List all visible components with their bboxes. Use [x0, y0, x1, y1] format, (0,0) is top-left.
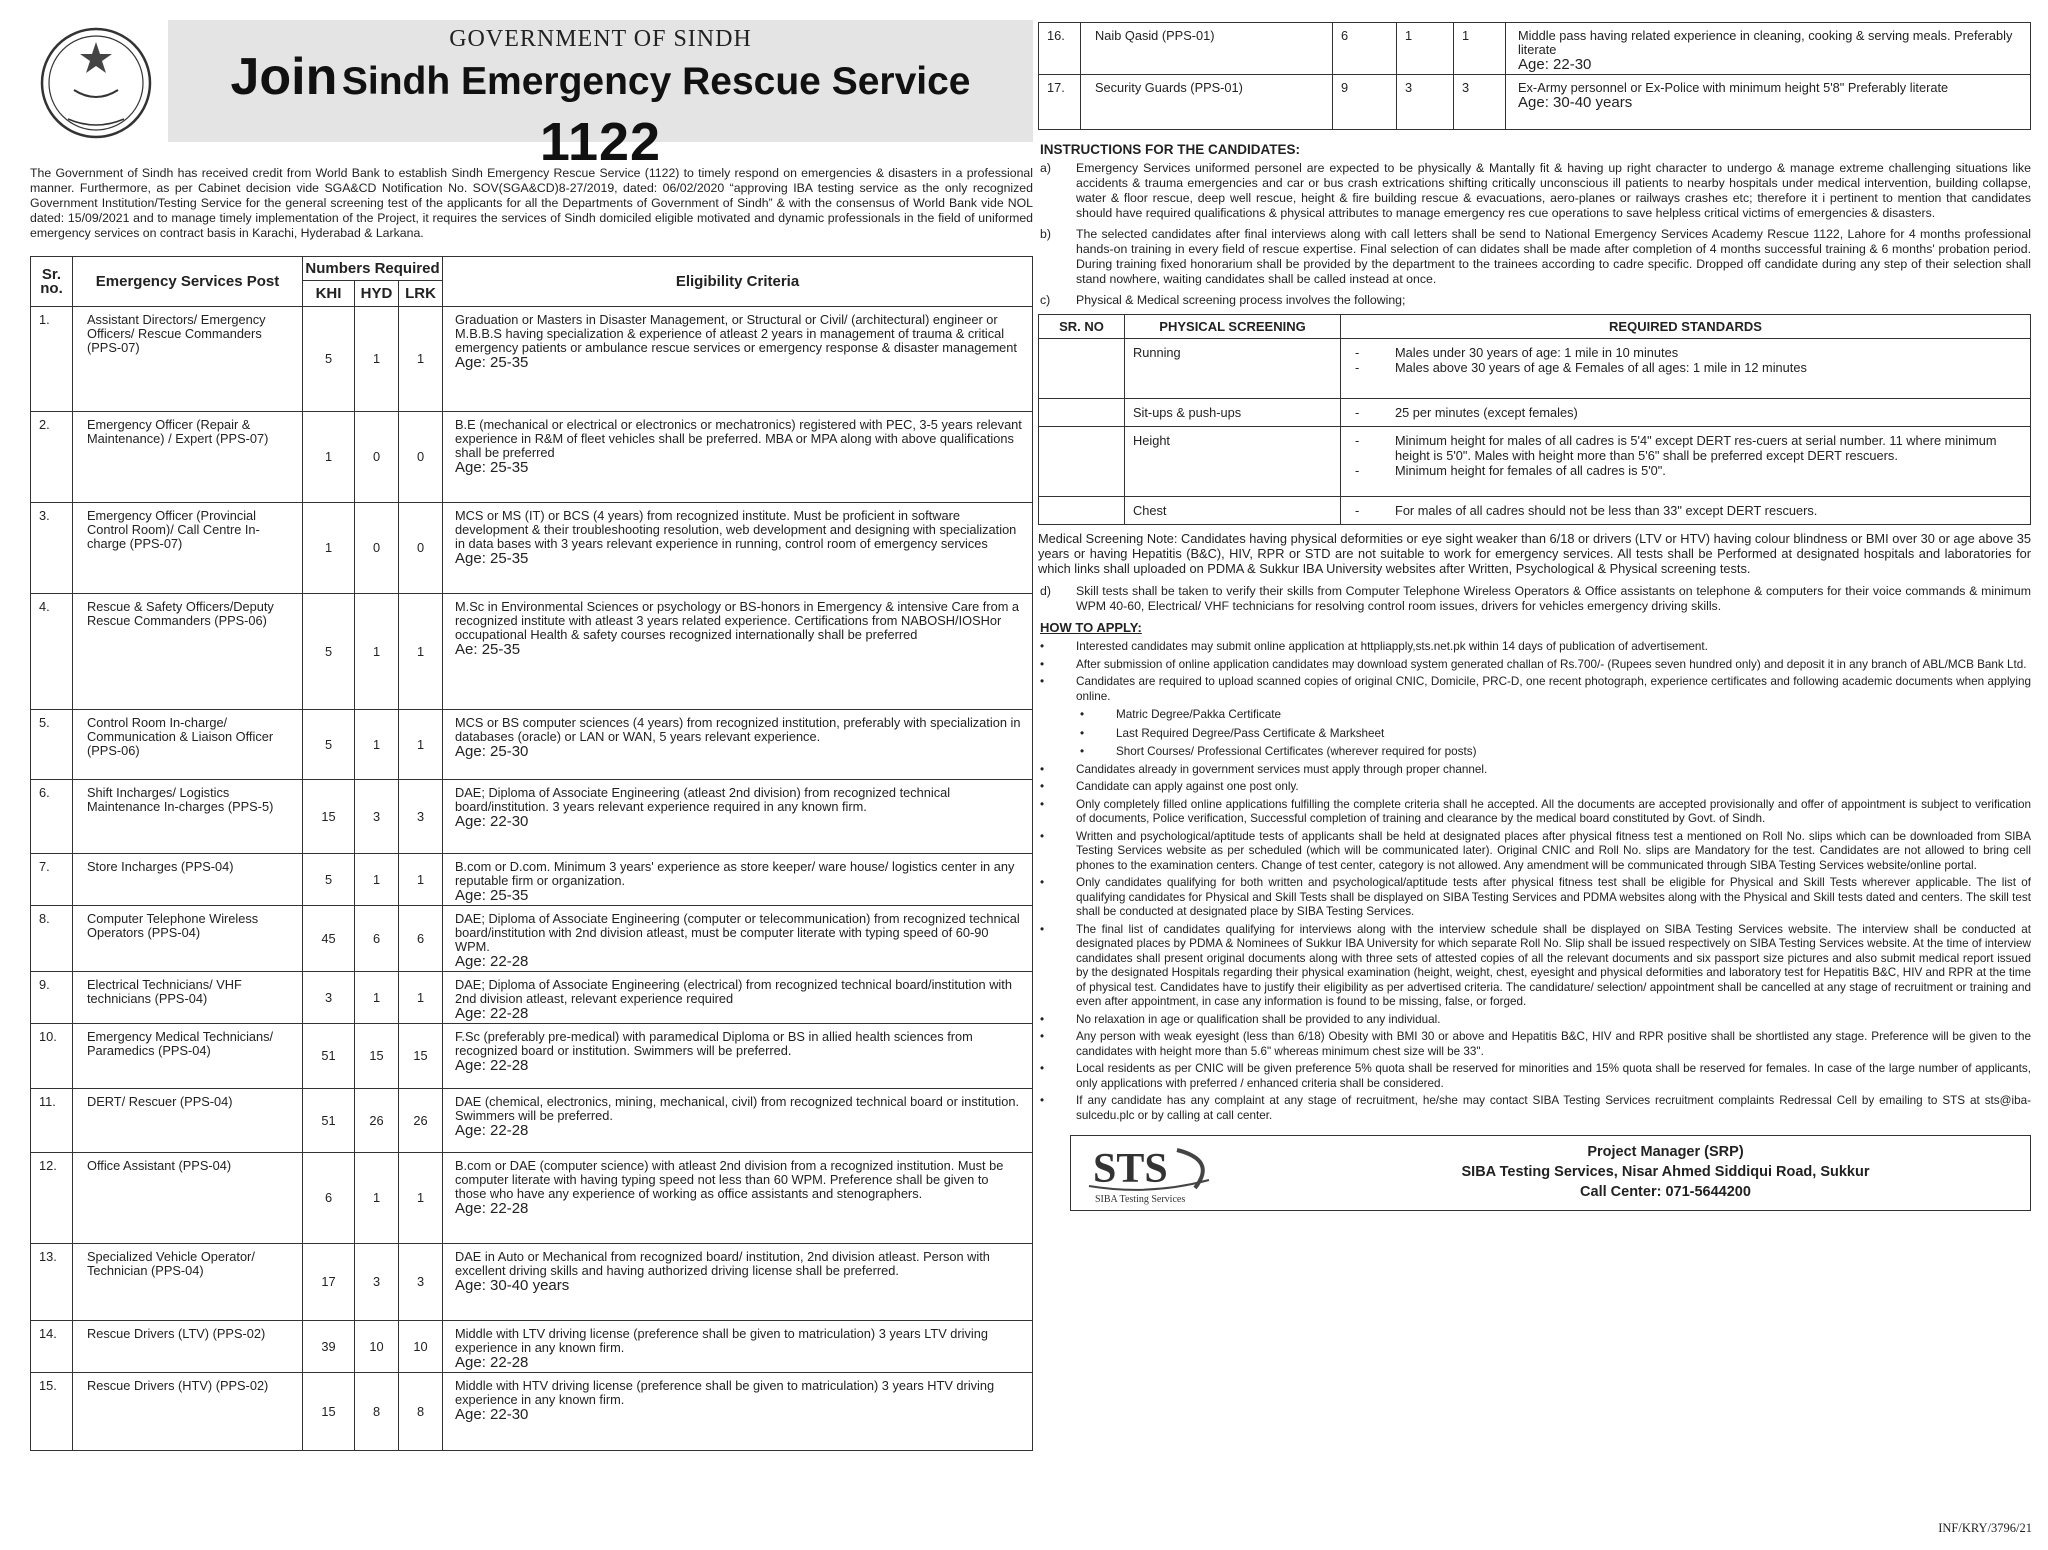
standard-line: - For males of all cadres should not be less than 33" except DERT rescuers.: [1355, 503, 2022, 518]
apply-item: • The final list of candidates qualifying for interviews along with the interview schedule shall be displayed on SIBA Testing Services website. The interview shall be conducted at designated places by PDMA & Nominees of Sukkur IBA University for which separate Roll No. Slip shall be issued respectively on SIBA Testing Services website. At the time of interview candidates shall present original documents along with three sets of attested copies of all the relevant documents and six passport size pictures and also submit medical report issued by the designated Hospitals regarding their physical examination (height, weight, chest, eyesight and physical deformities and laboratory test for Hepatitis B&C, HIV and RPR at the time of physical test. Candidates have to justify their eligibility as per advertised criteria. The candidature/ selection/ appointment shall be cancelled at any stage of recruitment or training and even after appointment, in case any information is found to be missing, false, or forged.: [1038, 923, 2031, 1010]
apply-item: • Candidates are required to upload scanned copies of original CNIC, Domicile, PRC-D, one recent photograph, experience certificates and following academic documents when applying online.: [1038, 675, 2031, 704]
screening-standards: [1341, 427, 2031, 497]
apply-item: • Only completely filled online applications fulfilling the complete criteria shall he accepted. All the documents are accepted provisionally and offer of appointment is subject to verification of documents, Police verification, Successful completion of training and clearance by the medical board constituted by Govt. of Sindh.: [1038, 798, 2031, 827]
screening-test-name: Chest: [1125, 497, 1341, 525]
header-hyd: HYD: [355, 281, 399, 307]
posts-body: [31, 307, 1033, 1451]
screening-test-name: Running: [1125, 339, 1341, 399]
post-eligibility: [443, 307, 1033, 412]
post-count-khi: 45: [303, 906, 355, 972]
post-row: [31, 780, 1033, 854]
post-serial: 3.: [31, 503, 73, 594]
post-count-lrk: 3: [1454, 75, 1506, 130]
post-count-hyd: 1: [355, 854, 399, 906]
post-count-lrk: 26: [399, 1089, 443, 1153]
post-title: Naib Qasid (PPS-01): [1081, 23, 1333, 75]
post-count-lrk: 0: [399, 412, 443, 503]
post-serial: 7.: [31, 854, 73, 906]
post-row: [31, 906, 1033, 972]
government-heading: GOVERNMENT OF SINDH: [449, 26, 752, 52]
screening-serial: [1039, 399, 1125, 427]
post-eligibility: [443, 1089, 1033, 1153]
eligibility-text: DAE; Diploma of Associate Engineering (computer or telecommunication) from recognized technical board/institution with 2nd division atleast, must be computer literate with typing speed of 60-90 WPM.: [455, 911, 1020, 954]
post-count-lrk: 3: [399, 780, 443, 854]
post-eligibility: [1506, 23, 2031, 75]
apply-item: • Any person with weak eyesight (less than 6/18) Obesity with BMI 30 or above and Hepatitis B&C, HIV and RPR positive shall be shortlisted any stage. Preference will be given to the candidates with height more than 5.6" whereas minimum chest size will be 33".: [1038, 1030, 2031, 1059]
post-count-khi: 39: [303, 1321, 355, 1373]
post-serial: 5.: [31, 710, 73, 780]
screening-header-physical: PHYSICAL SCREENING: [1125, 315, 1341, 339]
post-title: Store Incharges (PPS-04): [73, 854, 303, 906]
screening-header-sr: SR. NO: [1039, 315, 1125, 339]
post-title: Specialized Vehicle Operator/ Technician (PPS-04): [73, 1244, 303, 1321]
eligibility-text: B.com or D.com. Minimum 3 years' experience as store keeper/ ware house/ logistics center in any reputable firm or organization.: [455, 859, 1015, 888]
intro-paragraph: The Government of Sindh has received credit from World Bank to establish Sindh Emergency Rescue Service (1122) to timely respond on emergencies & disasters in a professional manner. Furthermore, as per Cabinet decision vide SGA&CD Notification No. SOV(SGA&CD)8-27/2019, dated: 06/02/2020 “approving IBA testing service as the only recognized Government Institution/Testing Service for the general screening test of the applicants for all the Departments of Government of Sindh” & with the consensus of World Bank vide NOL dated: 15/09/2021 and to manage timely implementation of the Project, it requires the services of Sindh domiciled eligible motivated and dynamic professionals in the field of uniformed emergency services on contract basis in Karachi, Hyderabad & Larkana.: [30, 166, 1033, 240]
screening-test-name: Sit-ups & push-ups: [1125, 399, 1341, 427]
post-row: [31, 1244, 1033, 1321]
join-word: Join: [230, 48, 338, 106]
post-count-hyd: 26: [355, 1089, 399, 1153]
age-limit: Ae: 25-35: [455, 641, 521, 658]
eligibility-text: F.Sc (preferably pre-medical) with paramedical Diploma or BS in allied health sciences from recognized board or institution. Swimmers will be preferred.: [455, 1029, 973, 1058]
post-count-lrk: 8: [399, 1373, 443, 1451]
age-limit: Age: 25-35: [455, 459, 529, 476]
age-limit: Age: 25-30: [455, 743, 529, 760]
age-limit: Age: 22-30: [455, 813, 529, 830]
screening-row: [1039, 399, 2031, 427]
screening-serial: [1039, 427, 1125, 497]
eligibility-text: Middle with LTV driving license (preference shall be given to matriculation) 3 years LTV driving experience in any known firm.: [455, 1326, 988, 1355]
apply-item: • If any candidate has any complaint at any stage of recruitment, he/she may contact SIBA Testing Services recruitment complaints Redressal Cell by emailing to STS at sts@iba-sulcedu.plc or by calling at call center.: [1038, 1094, 2031, 1123]
instruction-d-text: Skill tests shall be taken to verify their skills from Computer Telephone Wireless Operators & Office assistants on telephone & computers for their voice commands & minimum WPM 40-60, Electrical/ VHF technicians for resolving control room issues, drivers for vehicles emergency driving skills.: [1076, 584, 2031, 613]
screening-serial: [1039, 497, 1125, 525]
post-eligibility: [443, 594, 1033, 710]
instruction-c: [1038, 293, 2031, 308]
sts-logo: [1081, 1142, 1239, 1206]
apply-item: • Local residents as per CNIC will be given preference 5% quota shall be reserved for minorities and 15% quota shall be reserved for females. In case of the large number of applicants, only applications with preferred / enhanced criteria shall be considered.: [1038, 1062, 2031, 1091]
screening-serial: [1039, 339, 1125, 399]
post-title: Emergency Officer (Provincial Control Room)/ Call Centre In- charge (PPS-07): [73, 503, 303, 594]
sts-logo-text: STS: [1093, 1146, 1168, 1192]
how-to-apply-title: HOW TO APPLY:: [1040, 620, 1142, 635]
post-serial: 2.: [31, 412, 73, 503]
post-count-hyd: 0: [355, 503, 399, 594]
right-column: [1038, 18, 2031, 1211]
post-eligibility: [443, 1153, 1033, 1244]
screening-standards: [1341, 497, 2031, 525]
post-count-hyd: 1: [355, 710, 399, 780]
screening-header-standards: REQUIRED STANDARDS: [1341, 315, 2031, 339]
post-title: DERT/ Rescuer (PPS-04): [73, 1089, 303, 1153]
post-serial: 1.: [31, 307, 73, 412]
post-count-khi: 5: [303, 710, 355, 780]
post-serial: 16.: [1039, 23, 1081, 75]
standard-line: - Minimum height for males of all cadres is 5'4" except DERT res-cuers at serial number. 11 where minimum height is 5'0". Males with height more than 5'6" shall be preferred except DERT rescuers.: [1355, 433, 2022, 463]
instruction-b: [1038, 227, 2031, 287]
post-row: [31, 1024, 1033, 1089]
post-eligibility: [443, 1244, 1033, 1321]
post-serial: 11.: [31, 1089, 73, 1153]
post-count-hyd: 8: [355, 1373, 399, 1451]
post-eligibility: [1506, 75, 2031, 130]
post-count-khi: 15: [303, 1373, 355, 1451]
eligibility-text: DAE; Diploma of Associate Engineering (atleast 2nd division) from recognized technical board/institution. 3 years relevant experience required in any known firm.: [455, 785, 951, 814]
eligibility-text: Middle with HTV driving license (preference shall be given to matriculation) 3 years HTV driving experience in any known firm.: [455, 1378, 995, 1407]
sts-logo-subtext: SIBA Testing Services: [1095, 1194, 1186, 1205]
age-limit: Age: 30-40 years: [1518, 94, 1633, 111]
post-eligibility: [443, 1024, 1033, 1089]
post-eligibility: [443, 906, 1033, 972]
post-serial: 17.: [1039, 75, 1081, 130]
age-limit: Age: 25-35: [455, 354, 529, 371]
post-row: [31, 1321, 1033, 1373]
screening-standards: [1341, 399, 2031, 427]
post-count-khi: 5: [303, 594, 355, 710]
left-column: [30, 18, 1033, 1451]
age-limit: Age: 22-28: [455, 1354, 529, 1371]
post-count-hyd: 1: [1397, 23, 1454, 75]
post-row: [31, 1153, 1033, 1244]
post-count-lrk: 1: [399, 854, 443, 906]
post-count-khi: 6: [1333, 23, 1397, 75]
post-eligibility: [443, 780, 1033, 854]
screening-body: [1039, 339, 2031, 525]
post-row: [1039, 23, 2031, 75]
header-khi: KHI: [303, 281, 355, 307]
apply-item: • No relaxation in age or qualification shall be provided to any individual.: [1038, 1013, 2031, 1028]
post-count-hyd: 15: [355, 1024, 399, 1089]
header-post: Emergency Services Post: [73, 257, 303, 307]
eligibility-text: Ex-Army personnel or Ex-Police with minimum height 5'8" Preferably literate: [1518, 80, 1949, 95]
post-serial: 4.: [31, 594, 73, 710]
post-count-lrk: 0: [399, 503, 443, 594]
post-count-khi: 5: [303, 307, 355, 412]
header-sr: Sr. no.: [31, 257, 73, 307]
age-limit: Age: 22-30: [455, 1406, 529, 1423]
instruction-a-text: Emergency Services uniformed personel are expected to be physically & Mantally fit & having up right character to undergo & manage extreme challenging situations like accidents & trauma emergencies and car or bus crash extrications shifting critically unconscious ill patients to nearby hospitals under medical intervention, building collapse, water & floor rescue, deep well rescue, height & fire building rescue & evacuations, aero-planes or railways crashes etc; therefore it i pertinent to mention that candidates should have required qualifications & physical attributes to manage emergency res cue operations to save helpless critical victims of emergencies & disasters.: [1076, 161, 2031, 220]
post-count-hyd: 1: [355, 307, 399, 412]
post-eligibility: [443, 710, 1033, 780]
letter-b: b): [1040, 227, 1051, 241]
eligibility-text: M.Sc in Environmental Sciences or psychology or BS-honors in Emergency & intensive Care from a recognized institute with atleast 3 years related experience. Certifications from NABOSH/IOSHor occupational Health & safety courses recognized internationally shall be preferred: [455, 599, 1020, 642]
post-count-hyd: 1: [355, 594, 399, 710]
call-center: Call Center: 071-5644200: [1580, 1184, 1751, 1200]
standard-line: - 25 per minutes (except females): [1355, 405, 2022, 420]
post-serial: 8.: [31, 906, 73, 972]
service-name: Sindh Emergency Rescue Service: [341, 60, 971, 103]
apply-item: • Candidate can apply against one post only.: [1038, 780, 2031, 795]
apply-item: • Candidates already in government services must apply through proper channel.: [1038, 763, 2031, 778]
post-title: Rescue Drivers (HTV) (PPS-02): [73, 1373, 303, 1451]
apply-sub-item: • Matric Degree/Pakka Certificate: [1038, 708, 2031, 723]
header: [30, 18, 1033, 172]
age-limit: Age: 22-28: [455, 1057, 529, 1074]
post-row: [31, 972, 1033, 1024]
eligibility-text: DAE (chemical, electronics, mining, mechanical, civil) from recognized technical board or institution. Swimmers will be preferred.: [455, 1094, 1020, 1123]
post-serial: 10.: [31, 1024, 73, 1089]
post-count-hyd: 10: [355, 1321, 399, 1373]
posts-right-body: [1039, 23, 2031, 130]
service-number: 1122: [539, 112, 662, 172]
post-title: Shift Incharges/ Logistics Maintenance In-charges (PPS-5): [73, 780, 303, 854]
post-count-hyd: 6: [355, 906, 399, 972]
eligibility-text: DAE in Auto or Mechanical from recognized board/ institution, 2nd division atleast. Person with excellent driving skills and having authorized driving license shall be preferred.: [455, 1249, 990, 1278]
age-limit: Age: 22-28: [455, 1005, 529, 1022]
post-row: [31, 594, 1033, 710]
post-count-khi: 6: [303, 1153, 355, 1244]
apply-sub-item: • Last Required Degree/Pass Certificate & Marksheet: [1038, 727, 2031, 742]
header-numbers: Numbers Required: [303, 257, 443, 281]
post-count-lrk: 1: [399, 307, 443, 412]
post-row: [31, 1373, 1033, 1451]
post-count-lrk: 3: [399, 1244, 443, 1321]
age-limit: Age: 25-35: [455, 550, 529, 567]
post-count-hyd: 0: [355, 412, 399, 503]
letter-d: d): [1040, 584, 1051, 598]
post-title: Office Assistant (PPS-04): [73, 1153, 303, 1244]
age-limit: Age: 30-40 years: [455, 1277, 570, 1294]
post-serial: 13.: [31, 1244, 73, 1321]
post-title: Rescue & Safety Officers/Deputy Rescue Commanders (PPS-06): [73, 594, 303, 710]
post-count-khi: 1: [303, 503, 355, 594]
post-count-lrk: 1: [399, 594, 443, 710]
post-count-hyd: 3: [355, 1244, 399, 1321]
post-eligibility: [443, 503, 1033, 594]
project-manager-block: [1311, 1142, 2020, 1202]
pm-title: Project Manager (SRP): [1587, 1144, 1744, 1160]
post-count-lrk: 1: [399, 710, 443, 780]
apply-sub-item: • Short Courses/ Professional Certificates (wherever required for posts): [1038, 745, 2031, 760]
eligibility-text: DAE; Diploma of Associate Engineering (electrical) from recognized technical board/institution with 2nd division atleast, relevant experience required: [455, 977, 1012, 1006]
post-title: Emergency Officer (Repair & Maintenance) / Expert (PPS-07): [73, 412, 303, 503]
physical-screening-table: [1038, 314, 2031, 525]
age-limit: Age: 22-28: [455, 953, 529, 970]
post-serial: 12.: [31, 1153, 73, 1244]
standard-line: - Minimum height for females of all cadres is 5'0".: [1355, 463, 2022, 478]
post-count-khi: 1: [303, 412, 355, 503]
post-count-khi: 51: [303, 1024, 355, 1089]
letter-c: c): [1040, 293, 1051, 307]
post-serial: 14.: [31, 1321, 73, 1373]
age-limit: Age: 25-35: [455, 887, 529, 904]
post-count-hyd: 1: [355, 972, 399, 1024]
title-banner: [168, 20, 1033, 172]
post-count-khi: 15: [303, 780, 355, 854]
post-serial: 15.: [31, 1373, 73, 1451]
sindh-government-seal: [30, 24, 162, 142]
post-serial: 6.: [31, 780, 73, 854]
post-title: Assistant Directors/ Emergency Officers/ Rescue Commanders (PPS-07): [73, 307, 303, 412]
post-count-lrk: 15: [399, 1024, 443, 1089]
posts-table-continued: [1038, 22, 2031, 130]
age-limit: Age: 22-30: [1518, 56, 1592, 73]
post-count-hyd: 3: [355, 780, 399, 854]
post-count-lrk: 1: [399, 1153, 443, 1244]
post-count-lrk: 10: [399, 1321, 443, 1373]
standard-line: - Males under 30 years of age: 1 mile in 10 minutes: [1355, 345, 2022, 360]
screening-row: [1039, 427, 2031, 497]
post-count-khi: 51: [303, 1089, 355, 1153]
post-serial: 9.: [31, 972, 73, 1024]
post-count-lrk: 1: [1454, 23, 1506, 75]
screening-row: [1039, 497, 2031, 525]
post-count-hyd: 1: [355, 1153, 399, 1244]
age-limit: Age: 22-28: [455, 1122, 529, 1139]
post-title: Computer Telephone Wireless Operators (PPS-04): [73, 906, 303, 972]
footer-box: [1070, 1135, 2031, 1211]
eligibility-text: B.E (mechanical or electrical or electronics or mechatronics) registered with PEC, 3-5 years relevant experience in R&M of fleet vehicles shall be preferred. MBA or MPA along with above qualifications shall be preferred: [455, 417, 1022, 460]
join-heading: [168, 48, 1033, 114]
standard-line: - Males above 30 years of age & Females of all ages: 1 mile in 12 minutes: [1355, 360, 2022, 375]
reference-number: INF/KRY/3796/21: [1938, 1521, 2032, 1535]
instruction-b-text: The selected candidates after final interviews along with call letters shall be send to National Emergency Services Academy Rescue 1122, Lahore for 4 months professional hands-on training in every field of rescue expertise. Final selection of can didates shall be made after completion of 4 months successful training & 6 months' probation period. During training fixed honorarium shall be provided by the department to the trainees according to cadre specific. Dropped off candidate during any step of their selection shall stand nowhere, waiting candidates shall be called instead at once.: [1076, 227, 2031, 286]
post-row: [1039, 75, 2031, 130]
post-count-khi: 9: [1333, 75, 1397, 130]
post-eligibility: [443, 854, 1033, 906]
post-title: Rescue Drivers (LTV) (PPS-02): [73, 1321, 303, 1373]
apply-item: • Interested candidates may submit online application at httpliapply,sts.net.pk within 14 days of publication of advertisement.: [1038, 640, 2031, 655]
apply-item: • After submission of online application candidates may download system generated challan of Rs.700/- (Rupees seven hundred only) and deposit it in any branch of ABL/MCB Bank Ltd.: [1038, 658, 2031, 673]
screening-standards: [1341, 339, 2031, 399]
post-count-khi: 5: [303, 854, 355, 906]
medical-screening-note: Medical Screening Note: Candidates having physical deformities or eye sight weaker than 6/18 or drivers (LTV or HTV) having colour blindness or BMI over 30 or age above 35 years or having Hepatitis (B&C), HIV, RPR or STD are not suitable to work for emergency services. All tests shall be Performed at designated hospitals and laboratories for which links shall uploaded on PDMA & Sukkur IBA University websites after Written, Psychological & Physical screening tests.: [1038, 531, 2031, 576]
post-row: [31, 854, 1033, 906]
pm-address: SIBA Testing Services, Nisar Ahmed Siddiqui Road, Sukkur: [1461, 1164, 1870, 1180]
post-title: Electrical Technicians/ VHF technicians (PPS-04): [73, 972, 303, 1024]
post-row: [31, 412, 1033, 503]
eligibility-text: B.com or DAE (computer science) with atleast 2nd division from a recognized institution. Must be computer literate with having typing speed not less than 60 WPM. Preference shall be given to those who have any experience of working as office assistants and stenographers.: [455, 1158, 1004, 1201]
eligibility-text: Middle pass having related experience in cleaning, cooking & serving meals. Preferably literate: [1518, 28, 2013, 57]
post-eligibility: [443, 1373, 1033, 1451]
post-title: Control Room In-charge/ Communication & Liaison Officer (PPS-06): [73, 710, 303, 780]
post-row: [31, 307, 1033, 412]
instruction-c-text: Physical & Medical screening process involves the following;: [1076, 293, 1406, 307]
post-count-khi: 3: [303, 972, 355, 1024]
eligibility-text: MCS or MS (IT) or BCS (4 years) from recognized institute. Must be proficient in software development & their troubleshooting resolution, web development and designing with specialization in data bases with 3 years relevant experience in running, control room of emergency services: [455, 508, 1017, 551]
instruction-a: [1038, 161, 2031, 221]
screening-test-name: Height: [1125, 427, 1341, 497]
post-count-hyd: 3: [1397, 75, 1454, 130]
post-row: [31, 710, 1033, 780]
post-eligibility: [443, 972, 1033, 1024]
instruction-d: [1038, 584, 2031, 614]
post-eligibility: [443, 1321, 1033, 1373]
eligibility-text: Graduation or Masters in Disaster Management, or Structural or Civil/ (architectural) engineer or M.B.B.S having specialization & experience of atleast 2 years in management of trauma & critical emergency patients or ambulance rescue services or emergency response & disaster management: [455, 312, 1017, 355]
letter-a: a): [1040, 161, 1051, 175]
how-to-apply-list: [1038, 640, 2031, 1123]
header-eligibility: Eligibility Criteria: [443, 257, 1033, 307]
posts-table: [30, 256, 1033, 1451]
instructions-title: INSTRUCTIONS FOR THE CANDIDATES:: [1040, 142, 1300, 157]
post-row: [31, 1089, 1033, 1153]
post-count-khi: 17: [303, 1244, 355, 1321]
age-limit: Age: 22-28: [455, 1200, 529, 1217]
post-eligibility: [443, 412, 1033, 503]
post-count-lrk: 6: [399, 906, 443, 972]
post-title: Security Guards (PPS-01): [1081, 75, 1333, 130]
post-count-lrk: 1: [399, 972, 443, 1024]
apply-item: • Only candidates qualifying for both written and psychological/aptitude tests after physical fitness test shall be eligible for Physical and Skill Tests wherever applicable. The list of qualifying candidates for Physical and Skill Tests shall be displayed on SIBA Testing Services and PDMA websites along with the Physical and Skill tests dated and centers. The skill test shall be conducted at designated place by SIBA Testing Services.: [1038, 876, 2031, 920]
apply-item: • Written and psychological/aptitude tests of applicants shall be held at designated places after physical fitness test a mentioned on Roll No. slips which can be downloaded from SIBA Testing Services website as per scheduled (which will be communicated later). Original CNIC and Roll No. slips are Mandatory for the test. Candidates are not allowed to bring cell phones to the examination centers. Change of test center, category is not allowed. Any amendment will be communicated through SIBA Testing Services website/online portal.: [1038, 830, 2031, 874]
eligibility-text: MCS or BS computer sciences (4 years) from recognized institution, preferably with specialization in databases (oracle) or LAN or WAN, 5 years relevant experience.: [455, 715, 1021, 744]
post-row: [31, 503, 1033, 594]
header-lrk: LRK: [399, 281, 443, 307]
post-title: Emergency Medical Technicians/ Paramedics (PPS-04): [73, 1024, 303, 1089]
screening-row: [1039, 339, 2031, 399]
